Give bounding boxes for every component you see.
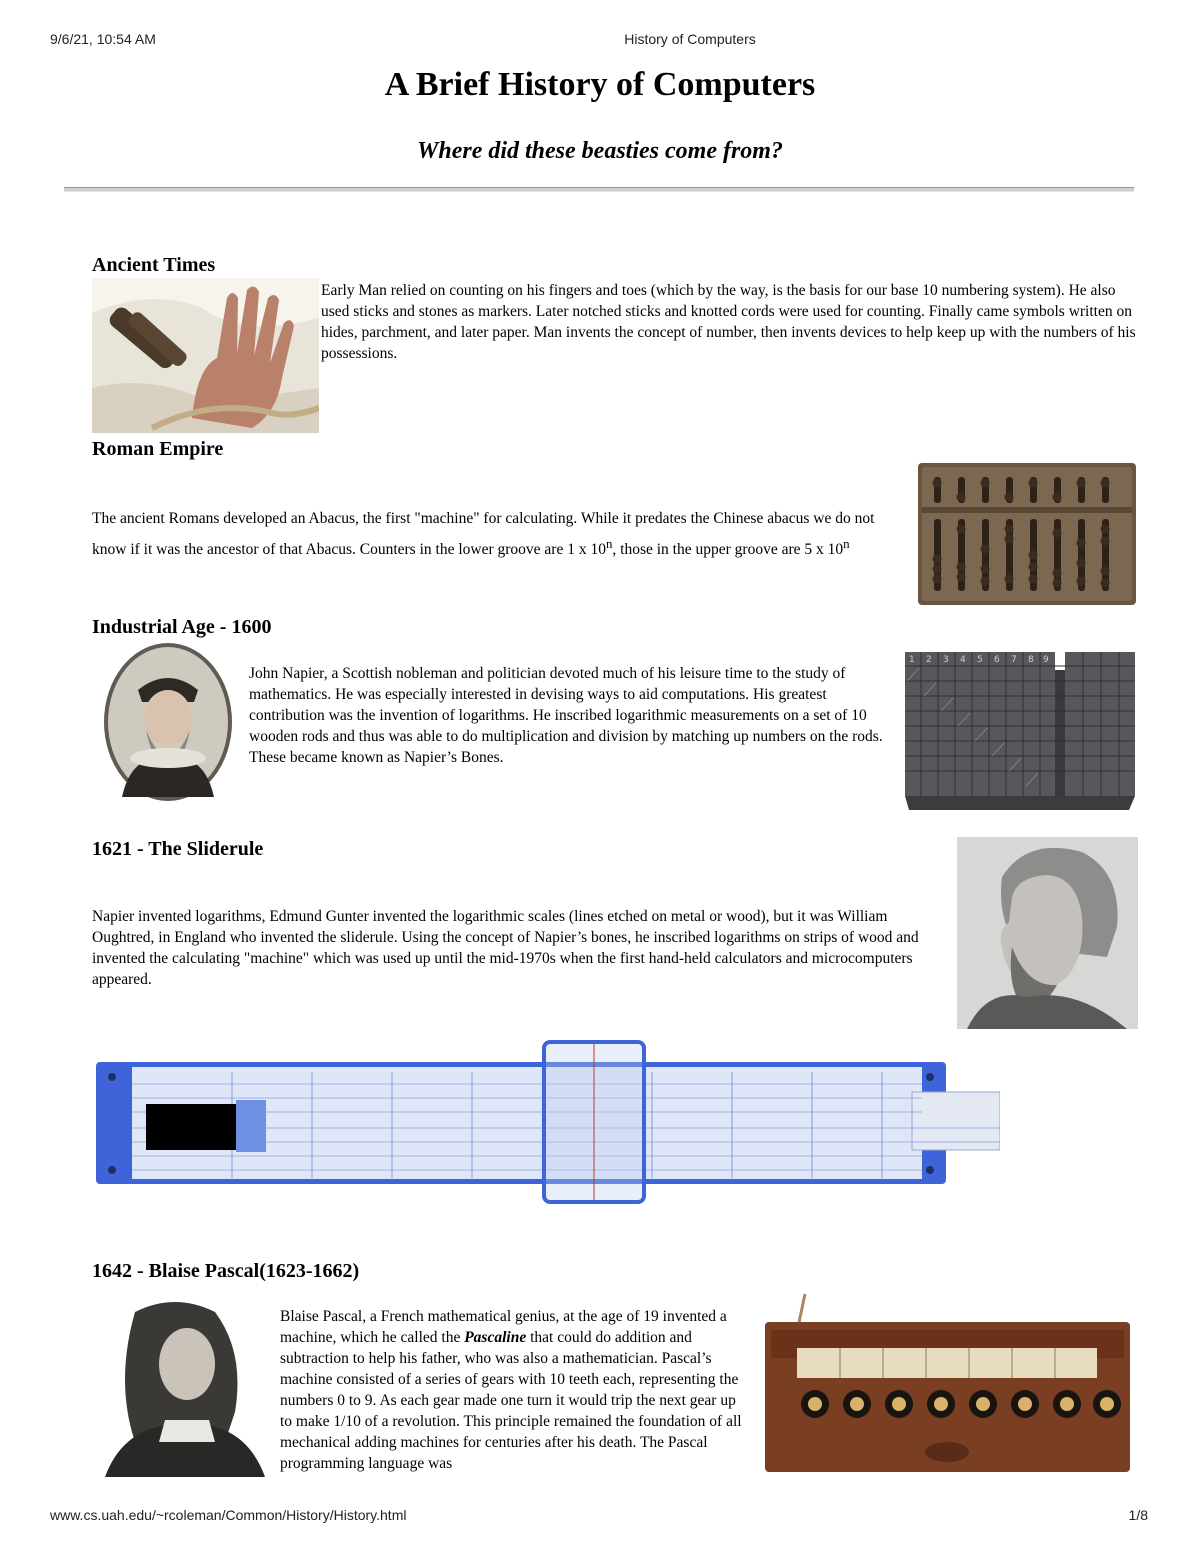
napier-bone-digit: 2 — [926, 655, 932, 665]
page-number: 1/8 — [1128, 1507, 1148, 1523]
heading-roman-empire: Roman Empire — [92, 438, 224, 460]
roman-abacus-image — [918, 463, 1136, 605]
hand-counting-image — [92, 278, 319, 433]
horizontal-rule — [64, 187, 1134, 192]
heading-blaise-pascal: 1642 - Blaise Pascal(1623-1662) — [92, 1260, 360, 1282]
napier-bone-digit: 4 — [960, 655, 966, 665]
page-title: A Brief History of Computers — [384, 66, 816, 103]
heading-sliderule: 1621 - The Sliderule — [92, 838, 264, 860]
page-subtitle: Where did these beasties come from? — [417, 138, 783, 164]
heading-industrial-age: Industrial Age - 1600 — [92, 616, 272, 638]
print-page-title: History of Computers — [624, 31, 756, 47]
heading-ancient-times: Ancient Times — [92, 254, 216, 276]
napier-bone-digit: 6 — [994, 655, 1000, 665]
william-oughtred-portrait — [957, 837, 1138, 1029]
john-napier-portrait — [102, 642, 234, 802]
pascaline-image — [757, 1292, 1138, 1481]
napiers-bones-image — [903, 648, 1137, 811]
roman-empire-text: The ancient Romans developed an Abacus, the first "machine" for calculating. While it predates the Chinese abacus we do not know if it was the ancestor of that Abacus. Counters in the lower groove are 1 x 10$^n$, those in the upper groove are 5 x 10$^n$ — [92, 510, 875, 559]
pascaline-term: Pascaline — [464, 1329, 527, 1346]
sliderule-text: Napier invented logarithms, Edmund Gunter invented the logarithmic scales (lines etched on metal or wood), but it was William Oughtred, in England who invented the sliderule. Using the concept of Napier’s bones, he inscribed logarithms on strips of wood and invented the calculating "machine" which was used up until the mid-1970s when the first hand-held calculators and microcomputers appeared. — [92, 908, 919, 988]
napier-bone-digit: 9 — [1043, 655, 1049, 665]
industrial-age-text: John Napier, a Scottish nobleman and politician devoted much of his leisure time to the study of mathematics. He was especially interested in devising ways to aid computations. His greatest contribution was the invention of logarithms. He inscribed logarithmic measurements on a set of 10 wooden rods and thus was able to do multiplication and division by matching up numbers on the rods. These became known as Napier’s Bones. — [249, 665, 883, 766]
napier-bone-digit: 7 — [1011, 655, 1017, 665]
blaise-pascal-text: Blaise Pascal, a French mathematical genius, at the age of 19 invented a machine, which he called the Pascaline that could do addition and subtraction to help his father, who was also a mathematician. Pascal’s machine consisted of a series of gears with 10 teeth each, representing the numbers 0 to 9. As each gear made one turn it would trip the next gear up to make 1/10 of a revolution. This principle remained the foundation of all mechanical adding machines for centuries after his death. The Pascal programming language was — [280, 1308, 742, 1472]
blaise-pascal-portrait — [95, 1292, 273, 1477]
napier-bone-digit: 5 — [977, 655, 983, 665]
print-url: www.cs.uah.edu/~rcoleman/Common/History/History.html — [50, 1507, 407, 1523]
slide-rule-image — [92, 1032, 1000, 1210]
napier-bone-digit: 8 — [1028, 655, 1034, 665]
print-date: 9/6/21, 10:54 AM — [50, 31, 156, 47]
ancient-times-text: Early Man relied on counting on his fingers and toes (which by the way, is the basis for our base 10 numbering system). He also used sticks and stones as markers. Later notched sticks and knotted cords were used for counting. Finally came symbols written on hides, parchment, and later paper. Man invents the concept of number, then invents devices to help keep up with the numbers of his possessions. — [321, 282, 1136, 362]
napier-bone-digit: 1 — [909, 655, 915, 665]
napier-bone-digit: 3 — [943, 655, 949, 665]
